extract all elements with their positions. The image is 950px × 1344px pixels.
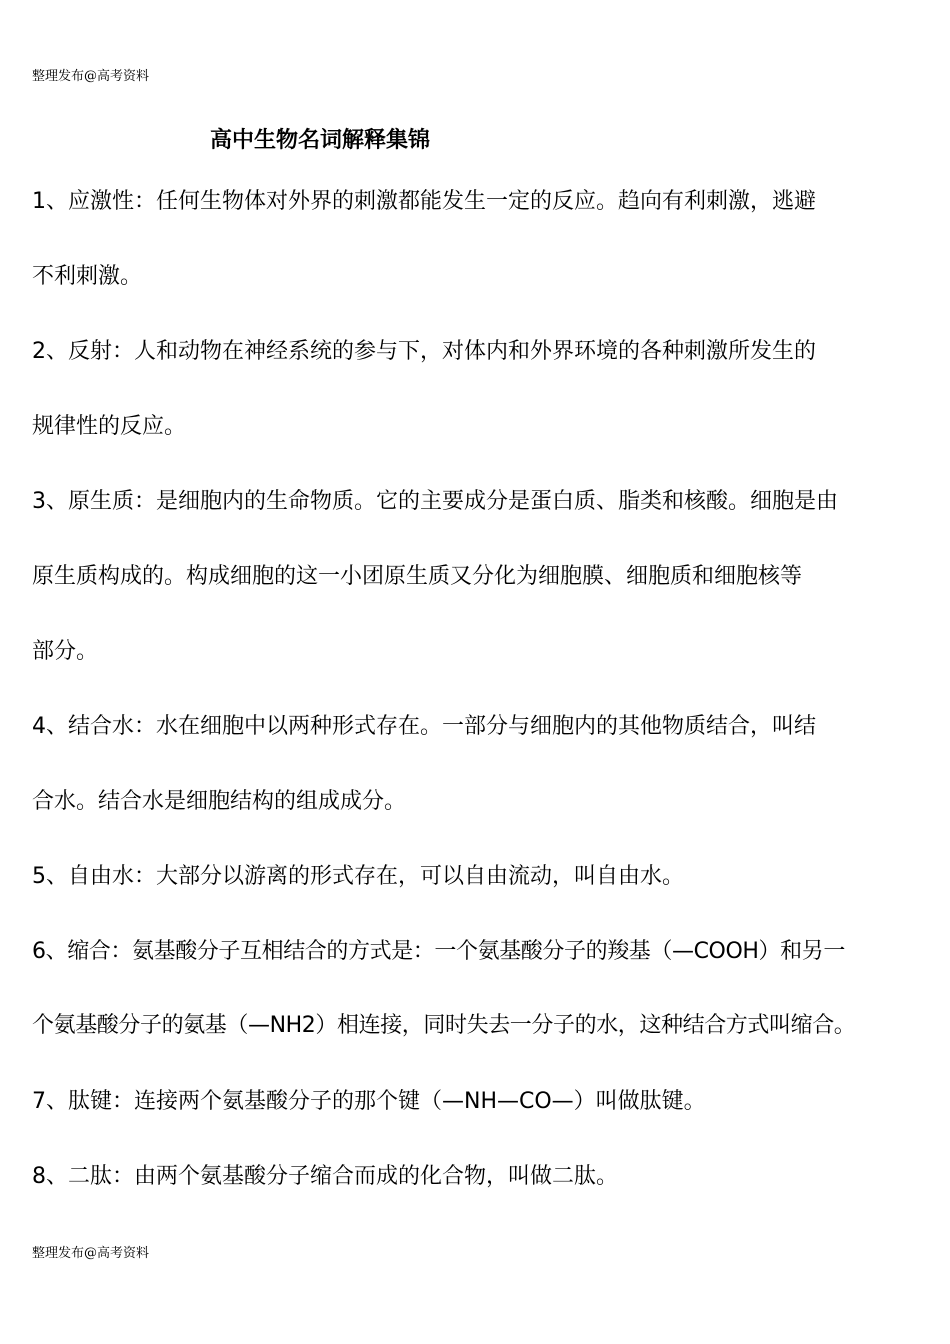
text-line: 2、反射：人和动物在神经系统的参与下，对体内和外界环境的各种刺激所发生的 (32, 339, 816, 364)
text-line: 7、肽键：连接两个氨基酸分子的那个键（—NH—CO—）叫做肽键。 (32, 1089, 706, 1114)
text-line: 原生质构成的。构成细胞的这一小团原生质又分化为细胞膜、细胞质和细胞核等 (32, 564, 803, 589)
document-title: 高中生物名词解释集锦 (210, 128, 431, 153)
text-line: 8、二肽：由两个氨基酸分子缩合而成的化合物，叫做二肽。 (32, 1164, 618, 1189)
header-note: 整理发布@高考资料 (32, 69, 150, 84)
text-line: 个氨基酸分子的氨基（—NH2）相连接，同时失去一分子的水，这种结合方式叫缩合。 (32, 1013, 856, 1038)
text-line: 4、结合水：水在细胞中以两种形式存在。一部分与细胞内的其他物质结合，叫结 (32, 714, 816, 739)
text-line: 1、应激性：任何生物体对外界的刺激都能发生一定的反应。趋向有利刺激，逃避 (32, 189, 816, 214)
text-line: 规律性的反应。 (32, 414, 187, 439)
text-line: 部分。 (32, 639, 99, 664)
text-line: 不利刺激。 (32, 264, 143, 289)
text-line: 合水。结合水是细胞结构的组成成分。 (32, 789, 407, 814)
footer-note: 整理发布@高考资料 (32, 1246, 150, 1261)
text-line: 5、自由水：大部分以游离的形式存在，可以自由流动，叫自由水。 (32, 864, 684, 889)
text-line: 3、原生质：是细胞内的生命物质。它的主要成分是蛋白质、脂类和核酸。细胞是由 (32, 489, 838, 514)
text-line: 6、缩合：氨基酸分子互相结合的方式是：一个氨基酸分子的羧基（—COOH）和另一 (32, 939, 845, 964)
